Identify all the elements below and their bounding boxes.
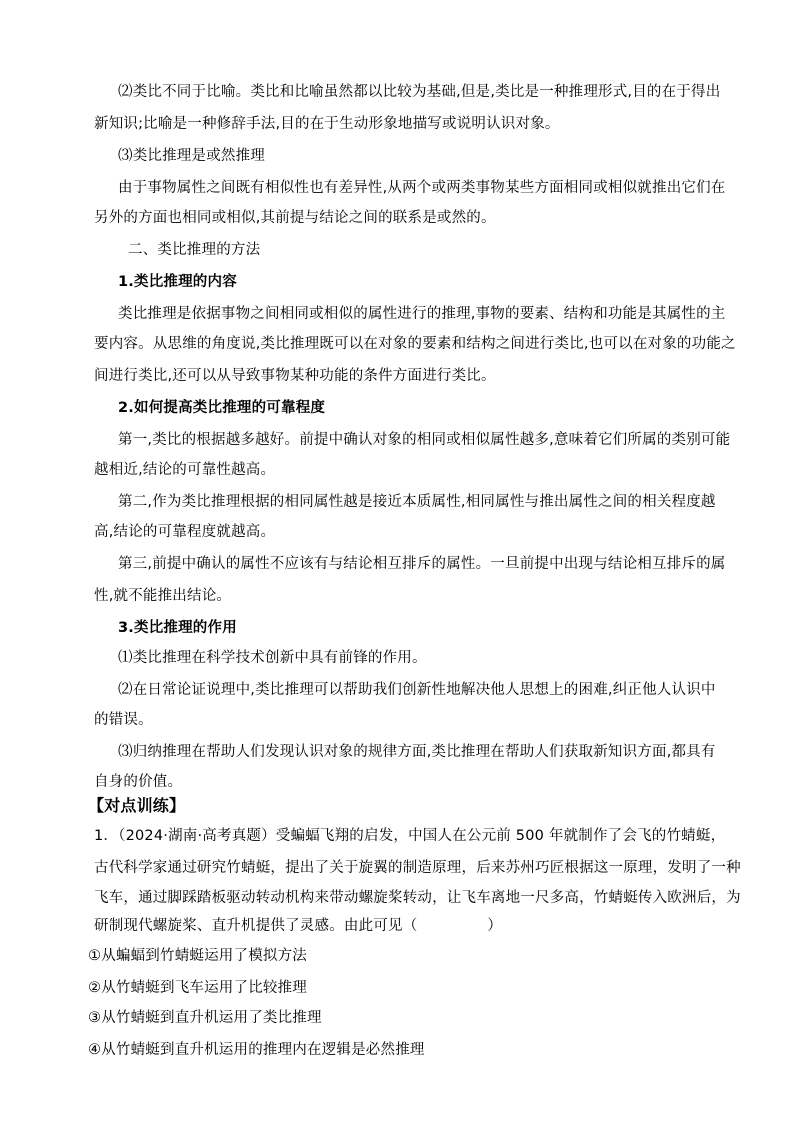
point-2-title: ⑵类比不同于比喻。 (118, 84, 251, 100)
subsection-title: 2.如何提高类比推理的可靠程度 (118, 400, 326, 416)
subsection-title: 3.类比推理的作用 (118, 620, 237, 636)
paragraph-line: ⑴类比推理在科学技术创新中具有前锋的作用。 (118, 650, 427, 666)
option-item: ①从蝙蝠到竹蜻蜓运用了模拟方法 (88, 948, 307, 964)
training-header: 【对点训练】 (88, 796, 186, 815)
option-item: ③从竹蜻蜓到直升机运用了类比推理 (88, 1010, 322, 1026)
option-item: ④从竹蜻蜓到直升机运用的推理内在逻辑是必然推理 (88, 1042, 425, 1058)
paragraph-line: 间进行类比,还可以从导致事物某种功能的条件方面进行类比。 (94, 368, 496, 384)
point-3-title: ⑶类比推理是或然推理 (118, 148, 265, 164)
question-line: 古代科学家通过研究竹蜻蜓，提出了关于旋翼的制造原理，后来苏州巧匠根据这一原理，发明了一种 (94, 860, 741, 876)
question-line: 飞车，通过脚踩踏板驱动转动机构来带动螺旋桨转动，让飞车离地一尺多高，竹蜻蜓传入欧洲后，为 (94, 890, 741, 906)
paragraph-line: 类比推理是依据事物之间相同或相似的属性进行的推理,事物的要素、结构和功能是其属性的主 (118, 306, 726, 322)
paragraph-line: 要内容。从思维的角度说,类比推理既可以在对象的要素和结构之间进行类比,也可以在对象的功能之 (94, 336, 736, 352)
paragraph-line: 由于事物属性之间既有相似性也有差异性,从两个或两类事物某些方面相同或相似就推出它们在 (118, 180, 726, 196)
paragraph-line (118, 82, 720, 102)
paragraph-line: 第一,类比的根据越多越好。前提中确认对象的相同或相似属性越多,意味着它们所属的类别可能 (118, 432, 731, 448)
paragraph-line: 另外的方面也相同或相似,其前提与结论之间的联系是或然的。 (94, 210, 496, 226)
question-line (94, 916, 502, 936)
section-title: 二、类比推理的方法 (128, 242, 261, 258)
paragraph-line: 新知识;比喻是一种修辞手法,目的在于生动形象地描写或说明认识对象。 (94, 116, 560, 132)
paragraph-line: 第二,作为类比推理根据的相同属性越是接近本质属性,相同属性与推出属性之间的相关程度越 (118, 494, 716, 510)
paragraph-line: ⑵在日常论证说理中,类比推理可以帮助我们创新性地解决他人思想上的困难,纠正他人认识中 (118, 682, 716, 698)
question-close-paren: ） (487, 918, 503, 934)
paragraph-line: 性,就不能推出结论。 (94, 588, 232, 604)
paragraph-line: 自身的价值。 (94, 774, 183, 790)
paragraph-line: 高,结论的可靠程度就越高。 (94, 524, 276, 540)
paragraph-line: 的错误。 (94, 712, 153, 728)
paragraph-line: ⑶归纳推理在帮助人们发现认识对象的规律方面,类比推理在帮助人们获取新知识方面,都具有 (118, 744, 716, 760)
question-line: 1．（2024·湖南·高考真题）受蝙蝠飞翔的启发，中国人在公元前 500 年就制作了会飞的竹蜻蜓， (94, 828, 726, 844)
paragraph-line: 第三,前提中确认的属性不应该有与结论相互排斥的属性。一旦前提中出现与结论相互排斥的属 (118, 556, 726, 572)
option-item: ②从竹蜻蜓到飞车运用了比较推理 (88, 980, 307, 996)
point-2-body: 类比和比喻虽然都以比较为基础,但是,类比是一种推理形式,目的在于得出 (250, 84, 721, 100)
paragraph-line: 越相近,结论的可靠性越高。 (94, 462, 276, 478)
subsection-title: 1.类比推理的内容 (118, 274, 237, 290)
question-text: 研制现代螺旋桨、直升机提供了灵感。由此可见（ (94, 918, 418, 934)
